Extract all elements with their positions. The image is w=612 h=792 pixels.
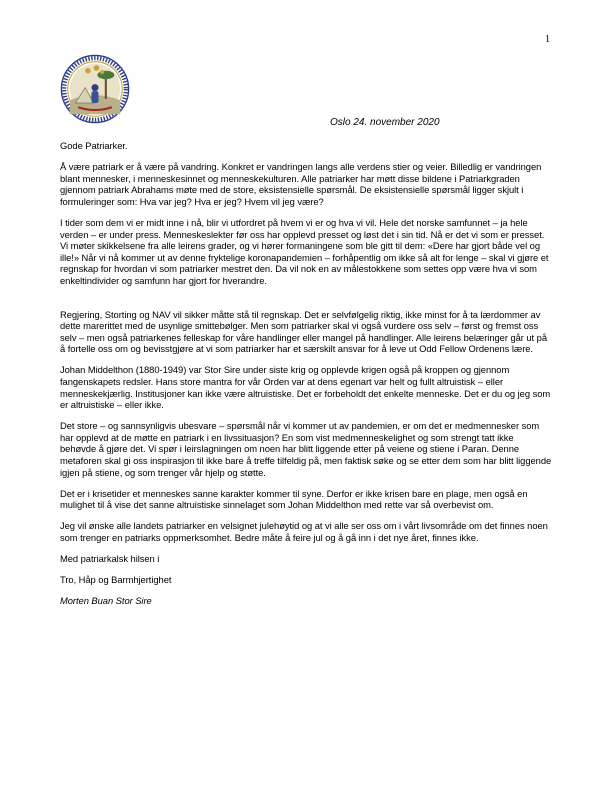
letter-paragraph: I tider som dem vi er midt inne i nå, blir vi utfordret på hvem vi er og hva vi vil. Hele det norske samfunnet – ja hele verden – er under press. Menneskeslekter før oss har opplevd presset og løst det i sin tid. Nå er det vi som er presset. Vi møter skikkelsene fra alle leirens grader, og vi hører formaningene som ble gitt til dem: «Dere har gjort både vel og ille!» Når vi nå kommer ut av denne fryktelige koronapandemien – forhåpentlig om ikke så alt for lenge – skal vi gjøre et regnskap for hvordan vi som patriarker mestret den. Da vil nok en av målestokkene som settes opp være hva vi som enkeltindivider og samfunn har gjort for hverandre. xyxy=(60,216,549,286)
letter-paragraph: Johan Middelthon (1880-1949) var Stor Sire under siste krig og opplevde krigen også på kroppen og gjennom fangenskapets redsler. Hans store mantra for vår Orden var at dens egenart var helt og fullt altruistisk – eller menneskekjærlig. Institusjoner kan ikke være altruistiske. Det er forbeholdt det enkelte menneske. Det er du og jeg som er altruistiske – eller ikke. xyxy=(60,364,551,411)
letter-paragraph: Å være patriark er å være på vandring. Konkret er vandringen langs alle verdens stier og veier. Billedlig er vandringen blant mennesker, i menneskesinnet og menneskekulturen. Alle patriarker har møtt disse bildene i Patriarkgraden gjennom patriark Abrahams møte med de store, eksistensielle spørsmål. De eksistensielle spørsmål ligger skjult i formuleringer som: Hva var jeg? Hva er jeg? Hvem vil jeg være? xyxy=(60,161,542,207)
letter-paragraph: Jeg vil ønske alle landets patriarker en velsignet julehøytid og at vi alle ser oss om i vårt livsområde om det finnes noen som trenger en patriarks oppmerksomhet. Bedre måte å feire jul og å gå inn i det nye året, finnes ikke. xyxy=(60,520,548,544)
motto: Tro, Håp og Barmhjertighet xyxy=(60,574,172,586)
letter-paragraph: Det store – og sannsynligvis ubesvare – spørsmål når vi kommer ut av pandemien, er om det er medmennesker som har opplevd at de møtte en patriark i en livssituasjon? En som vist medmenneskelighet og som strengt tatt ikke behøvde å gjøre det. Vi spør i leirslagningen om noen har blitt liggende etter på veiene og stiene i Paran. Denne metaforen skal gi oss inspirasjon til ikke bare å treffe tilfeldig på, men faktisk søke og se etter dem som har blitt liggende igjen på stiene, og som trenger vår hjelp og støtte. xyxy=(60,420,552,478)
letter-body xyxy=(60,140,552,616)
signature: Morten Buan Stor Sire xyxy=(60,595,152,607)
letter-paragraph: Regjering, Storting og NAV vil sikker måtte stå til regnskap. Det er selvfølgelig riktig, ikke minst for å ta lærdommer av dette marerittet med de usynlige smittebølger. Men som patriarker skal vi også vurdere oss selv – først og fremst oss selv – men også patriarkenes felleskap for våre handlinger eller mangel på handlinger. Alle leirens belæringer går ut på å fortelle oss om og bevisstgjøre at vi som patriarker har et særskilt ansvar for å leve ut Odd Fellow Ordenens lære. xyxy=(60,308,547,355)
closing: Med patriarkalsk hilsen i xyxy=(60,553,160,565)
salutation: Gode Patriarker. xyxy=(60,140,128,151)
letter-date: Oslo 24. november 2020 xyxy=(330,117,440,128)
odd-fellow-patriarch-seal-icon xyxy=(60,54,130,124)
page-number: 1 xyxy=(545,34,550,45)
letter-paragraph: Det er i krisetider et menneskes sanne karakter kommer til syne. Derfor er ikke krisen bare en plage, men også en mulighet til å vise det sanne altruistiske sinnelaget som Johan Middelthon med rette var så overbevist om. xyxy=(60,487,528,511)
